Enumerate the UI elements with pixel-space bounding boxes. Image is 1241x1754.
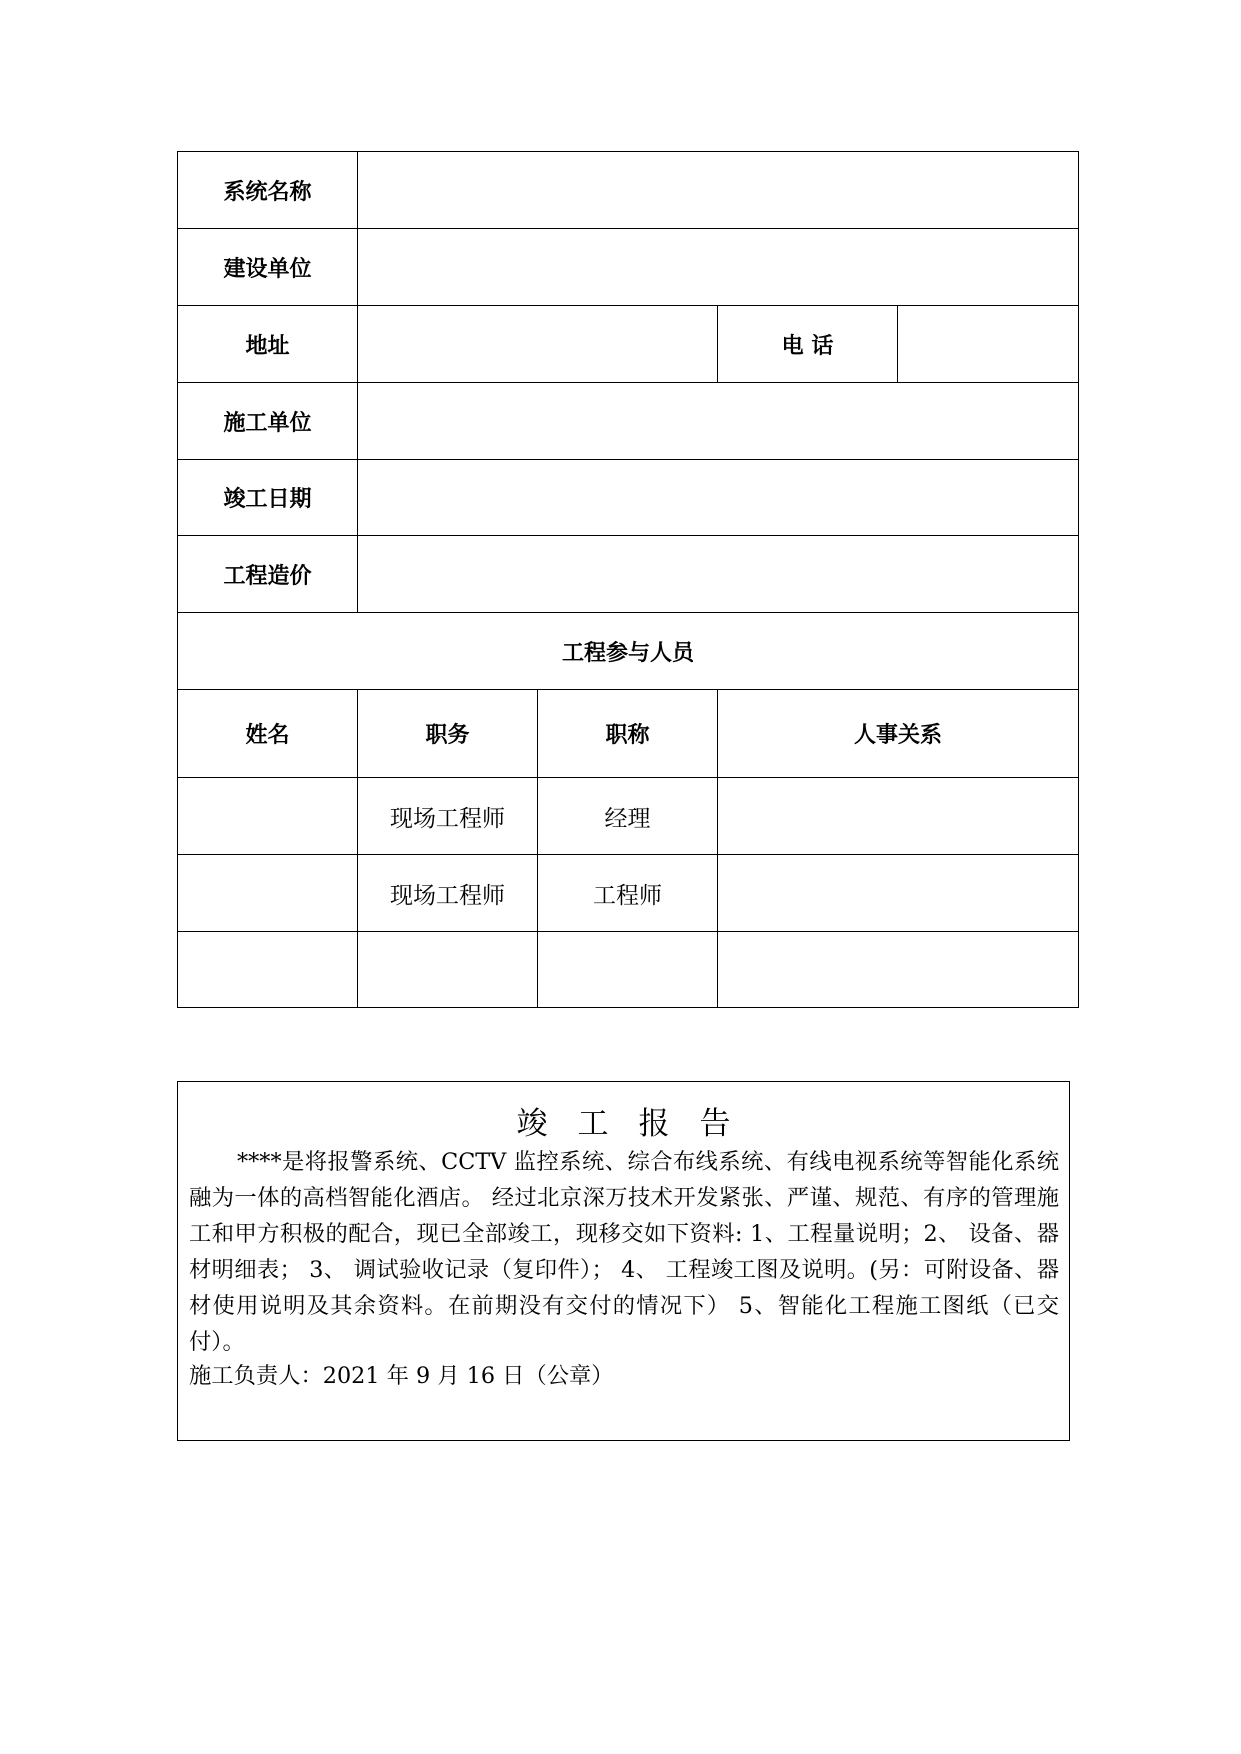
row-address-phone (178, 306, 1079, 383)
person-position-cell[interactable]: 现场工程师 (358, 855, 538, 932)
report-signature: 施工负责人：2021 年 9 月 16 日（公章） (189, 1363, 614, 1389)
completion-date-field[interactable] (358, 460, 1079, 536)
header-title: 职称 (538, 690, 718, 778)
header-name: 姓名 (178, 690, 358, 778)
person-name-cell[interactable] (178, 932, 358, 1008)
header-relation: 人事关系 (718, 690, 1079, 778)
report-body: ****是将报警系统、CCTV 监控系统、综合布线系统、有线电视系统等智能化系统融为一体的高档智能化酒店。 经过北京深万技术开发紧张、严谨、规范、有序的管理施工和甲方积极的配合，现已全部竣工，现移交如下资料: 1、工程量说明；2、 设备、器材明细表； 3、 调试验收记录（复印件）； 4、 工程竣工图及说明。(另：可附设备、器材使用说明及其余资料。在前期没有交付的情况下） 5、智能化工程施工图纸（已交付）。 (189, 1149, 1059, 1355)
personnel-header-row (178, 690, 1079, 778)
person-title-cell[interactable]: 工程师 (538, 855, 718, 932)
person-relation-cell[interactable] (718, 855, 1079, 932)
address-field[interactable] (358, 306, 718, 383)
row-personnel-title (178, 613, 1079, 690)
phone-field[interactable] (898, 306, 1079, 383)
completion-report-box (177, 1081, 1070, 1441)
personnel-section-title: 工程参与人员 (178, 613, 1079, 690)
person-position-cell[interactable] (358, 932, 538, 1008)
system-name-label: 系统名称 (178, 152, 358, 229)
person-relation-cell[interactable] (718, 932, 1079, 1008)
address-label: 地址 (178, 306, 358, 383)
row-client (178, 229, 1079, 306)
report-title: 竣工报告 (516, 1106, 761, 1142)
client-field[interactable] (358, 229, 1079, 306)
person-position-cell[interactable]: 现场工程师 (358, 778, 538, 855)
header-position: 职务 (358, 690, 538, 778)
person-title-cell[interactable] (538, 932, 718, 1008)
table-row (178, 778, 1079, 855)
contractor-field[interactable] (358, 383, 1079, 460)
table-row (178, 855, 1079, 932)
cost-field[interactable] (358, 536, 1079, 613)
completion-date-label: 竣工日期 (178, 460, 358, 536)
table-row (178, 932, 1079, 1008)
row-contractor (178, 383, 1079, 460)
person-name-cell[interactable] (178, 778, 358, 855)
person-relation-cell[interactable] (718, 778, 1079, 855)
cost-label: 工程造价 (178, 536, 358, 613)
row-system-name (178, 152, 1079, 229)
row-completion-date (178, 460, 1079, 536)
system-name-field[interactable] (358, 152, 1079, 229)
person-name-cell[interactable] (178, 855, 358, 932)
project-info-table (177, 151, 1079, 1008)
person-title-cell[interactable]: 经理 (538, 778, 718, 855)
row-cost (178, 536, 1079, 613)
contractor-label: 施工单位 (178, 383, 358, 460)
client-label: 建设单位 (178, 229, 358, 306)
phone-label: 电 话 (718, 306, 898, 383)
